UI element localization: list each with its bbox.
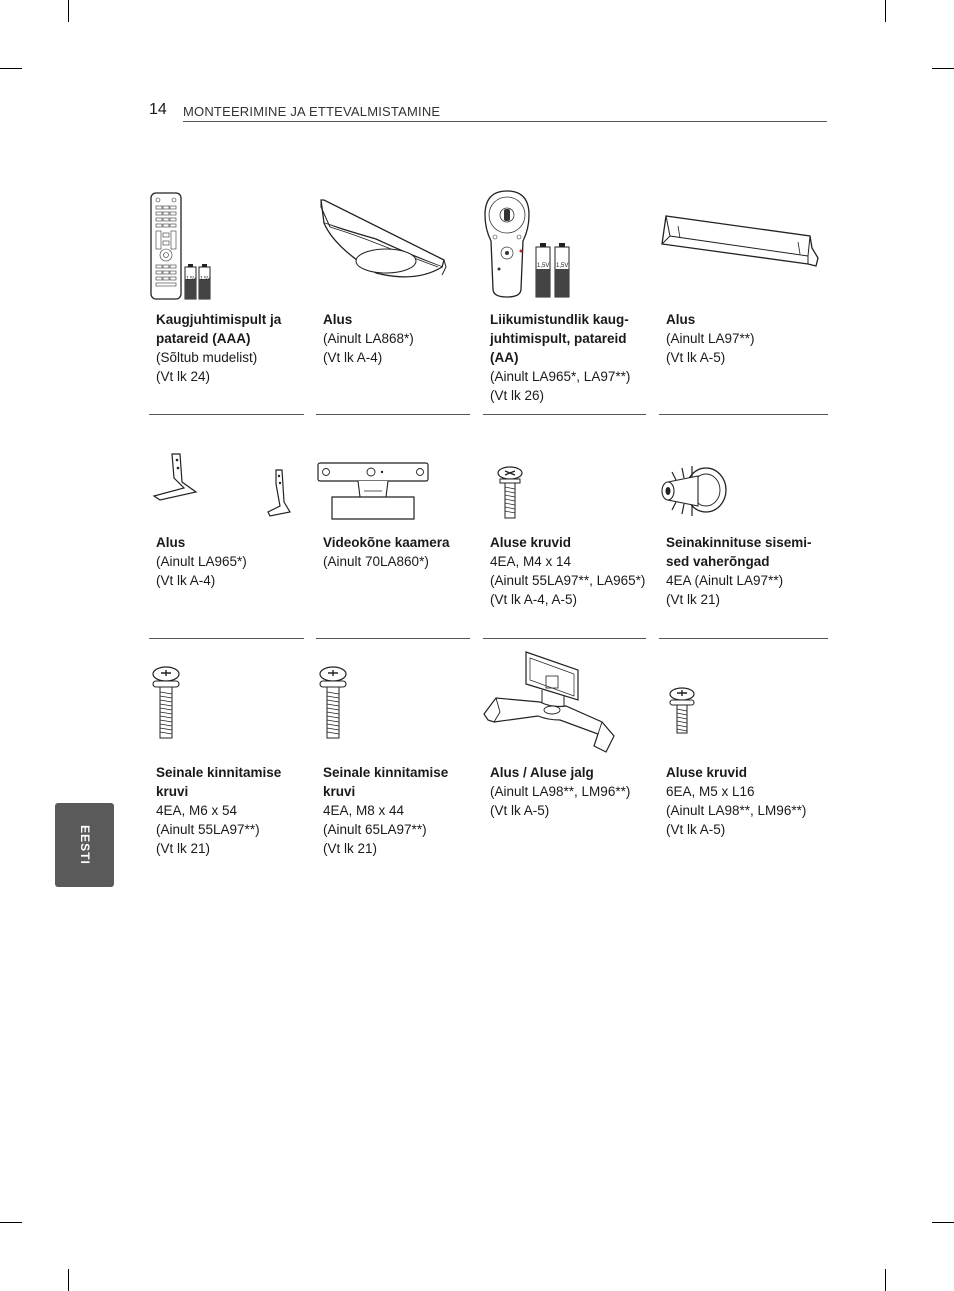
item-line: (Ainult LA965*) bbox=[156, 554, 247, 569]
item-title: Aluse kruvid bbox=[666, 765, 748, 780]
item-line: 4EA, M6 x 54 bbox=[156, 803, 238, 818]
stand-base-icon bbox=[482, 650, 620, 754]
magic-remote-batteries-icon bbox=[481, 189, 576, 303]
item-text bbox=[490, 533, 650, 609]
stand-screw-icon bbox=[496, 466, 524, 520]
item-title: Kaugjuhtimispult ja patareid (AAA) bbox=[156, 312, 282, 346]
separator bbox=[483, 414, 646, 415]
item-text bbox=[156, 533, 316, 590]
crop-mark bbox=[885, 1269, 886, 1291]
item-line: (Ainult 65LA97**) bbox=[323, 822, 427, 837]
item-line: (Vt lk 21) bbox=[323, 841, 378, 856]
item-text bbox=[323, 310, 483, 367]
item-line: (Sõltub mudelist) bbox=[156, 350, 258, 365]
crop-mark bbox=[0, 1222, 22, 1223]
item-line: (Vt lk A-5) bbox=[490, 803, 550, 818]
section-title: MONTEERIMINE JA ETTEVALMISTAMINE bbox=[183, 104, 441, 119]
remote-control-batteries-icon bbox=[149, 191, 219, 303]
svg-text:1,5V: 1,5V bbox=[200, 276, 211, 282]
separator bbox=[316, 414, 470, 415]
crop-mark bbox=[68, 1269, 69, 1291]
svg-text:1,5V: 1,5V bbox=[537, 263, 550, 269]
item-title: Aluse kruvid bbox=[490, 535, 572, 550]
item-text bbox=[490, 310, 650, 405]
item-text bbox=[323, 533, 483, 571]
item-line: 6EA, M5 x L16 bbox=[666, 784, 755, 799]
crop-mark bbox=[0, 68, 22, 69]
wall-screw-long-icon bbox=[150, 666, 182, 740]
item-title: Alus bbox=[323, 312, 353, 327]
item-text bbox=[323, 763, 483, 858]
item-title: Liikumistundlik kaug-juhtimispult, patareid (AA) bbox=[490, 312, 629, 365]
separator bbox=[659, 638, 828, 639]
item-text bbox=[666, 763, 826, 839]
item-title: Alus bbox=[666, 312, 696, 327]
item-line: (Ainult 70LA860*) bbox=[323, 554, 429, 569]
item-title: Videokõne kaamera bbox=[323, 535, 450, 550]
item-text bbox=[666, 533, 826, 609]
item-line: 4EA, M8 x 44 bbox=[323, 803, 405, 818]
item-title: Alus bbox=[156, 535, 186, 550]
item-line: (Vt lk A-4) bbox=[323, 350, 383, 365]
item-text bbox=[156, 763, 316, 858]
item-line: (Vt lk 26) bbox=[490, 388, 545, 403]
item-line: (Vt lk A-5) bbox=[666, 822, 726, 837]
item-line: (Ainult LA97**) bbox=[666, 331, 755, 346]
item-line: (Vt lk 24) bbox=[156, 369, 211, 384]
item-line: (Ainult 55LA97**) bbox=[156, 822, 260, 837]
stand-legs-icon bbox=[150, 450, 298, 520]
language-tab-label: EESTI bbox=[77, 825, 92, 865]
stand-bar-icon bbox=[658, 212, 824, 274]
item-line: (Ainult LA98**, LM96**) bbox=[666, 803, 807, 818]
item-text bbox=[666, 310, 826, 367]
item-line: (Ainult 55LA97**, LA965*) bbox=[490, 573, 646, 588]
stand-screw-short-icon bbox=[667, 687, 697, 735]
svg-text:1,5V: 1,5V bbox=[556, 263, 569, 269]
item-title: Seinakinnituse sisemi-sed vaherõngad bbox=[666, 535, 812, 569]
item-line: (Vt lk A-4) bbox=[156, 573, 216, 588]
crop-mark bbox=[932, 68, 954, 69]
item-text bbox=[156, 310, 316, 386]
separator bbox=[659, 414, 828, 415]
svg-text:1,5V: 1,5V bbox=[186, 276, 197, 282]
item-line: (Vt lk 21) bbox=[156, 841, 211, 856]
separator bbox=[483, 638, 646, 639]
item-line: (Ainult LA868*) bbox=[323, 331, 414, 346]
item-title: Seinale kinnitamise kruvi bbox=[156, 765, 282, 799]
header-rule bbox=[183, 121, 827, 122]
separator bbox=[149, 414, 304, 415]
stand-curved-icon bbox=[316, 195, 452, 285]
item-line: 4EA, M4 x 14 bbox=[490, 554, 572, 569]
language-tab bbox=[55, 803, 114, 887]
item-line: (Ainult LA98**, LM96**) bbox=[490, 784, 631, 799]
crop-mark bbox=[885, 0, 886, 22]
item-title: Alus / Aluse jalg bbox=[490, 765, 594, 780]
wall-screw-long-icon bbox=[317, 666, 349, 740]
page-number: 14 bbox=[149, 101, 167, 118]
separator bbox=[149, 638, 304, 639]
wall-spacer-icon bbox=[658, 462, 730, 522]
item-text bbox=[490, 763, 650, 820]
item-line: 4EA (Ainult LA97**) bbox=[666, 573, 784, 588]
item-line: (Vt lk A-5) bbox=[666, 350, 726, 365]
separator bbox=[316, 638, 470, 639]
crop-mark bbox=[932, 1222, 954, 1223]
item-line: (Vt lk 21) bbox=[666, 592, 721, 607]
video-camera-icon bbox=[316, 461, 430, 523]
crop-mark bbox=[68, 0, 69, 22]
item-line: (Vt lk A-4, A-5) bbox=[490, 592, 578, 607]
item-title: Seinale kinnitamise kruvi bbox=[323, 765, 449, 799]
item-line: (Ainult LA965*, LA97**) bbox=[490, 369, 631, 384]
